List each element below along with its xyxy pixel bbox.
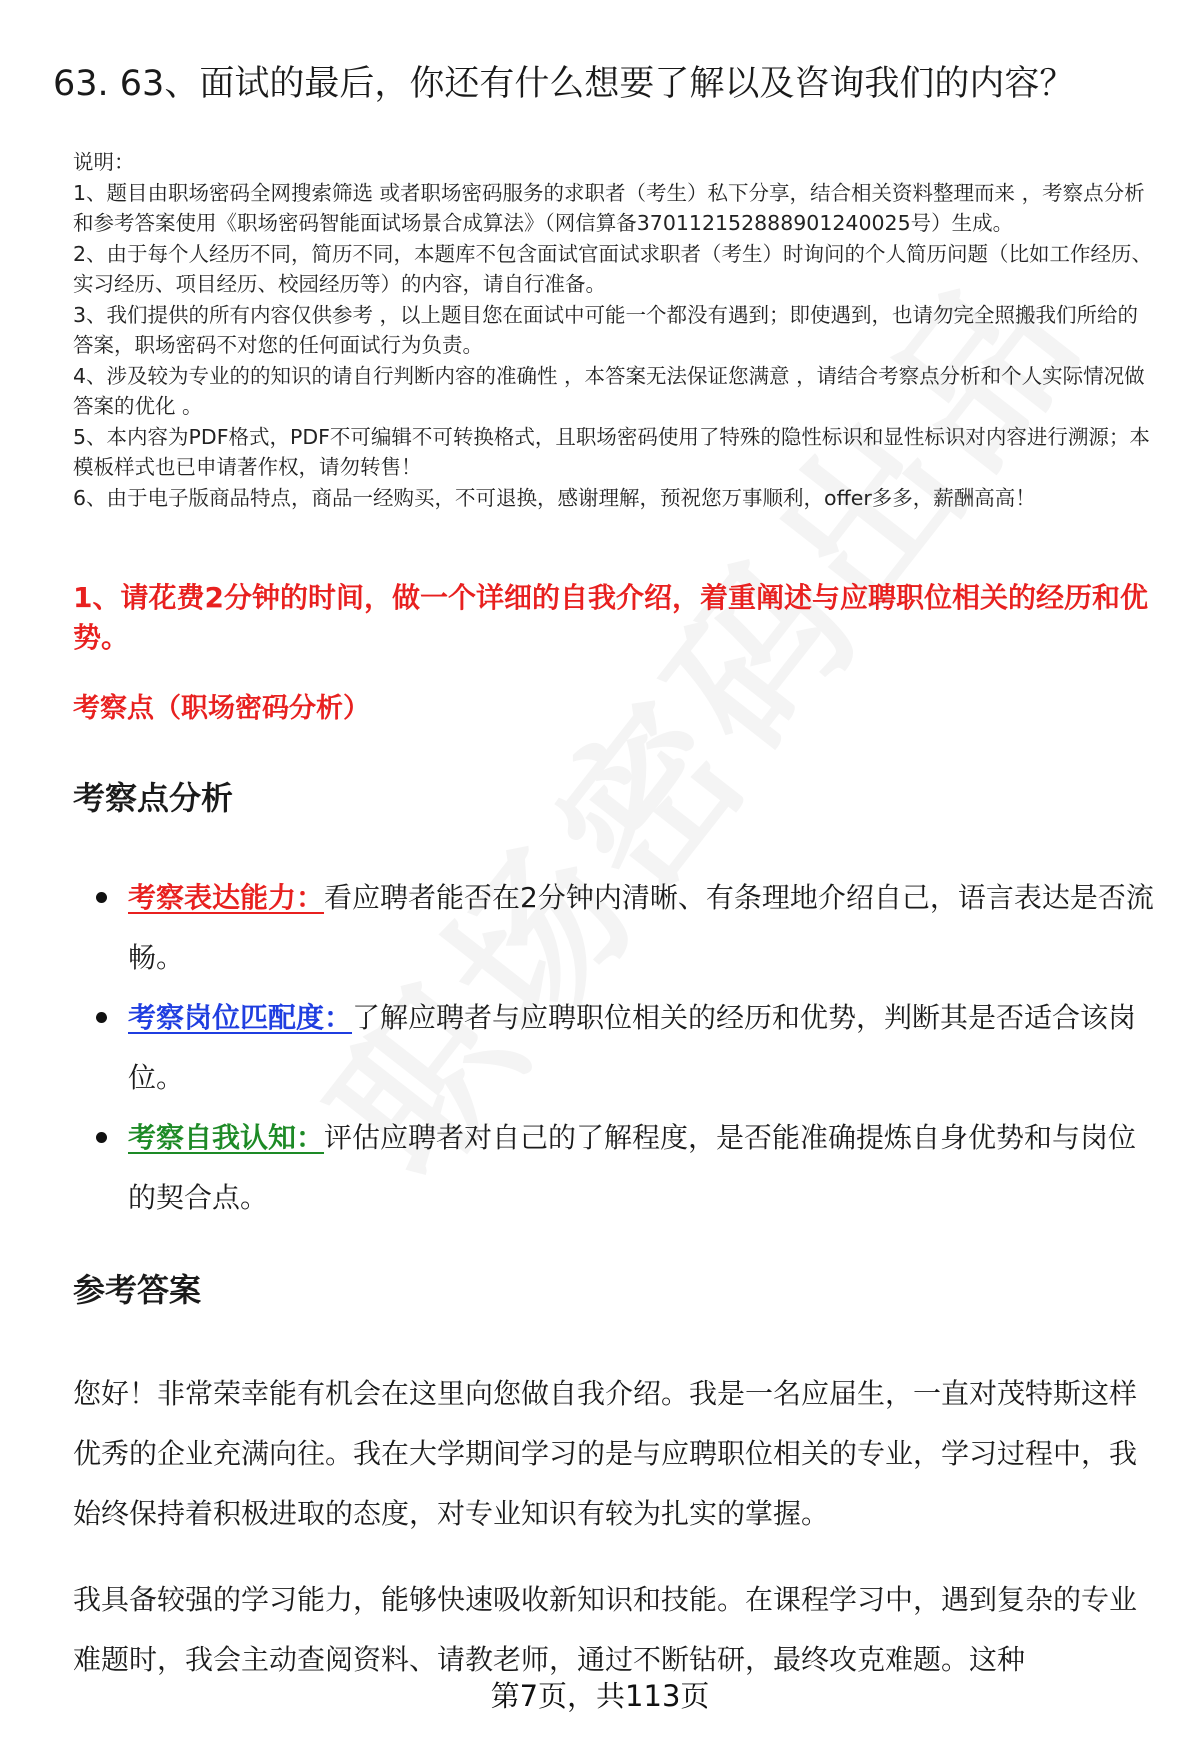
- analysis-item-tag: 考察表达能力：: [128, 881, 325, 914]
- bullet-dot-icon: [96, 1132, 107, 1143]
- notes-item: 1、题目由职场密码全网搜索筛选 或者职场密码服务的求职者（考生）私下分享，结合相关资料整理而来 ，考察点分析和参考答案使用《职场密码智能面试场景合成算法》（网信算备370112152888901240025号）生成。: [73, 180, 1145, 235]
- page-heading: 63. 63、面试的最后，你还有什么想要了解以及咨询我们的内容？: [53, 64, 1075, 104]
- focus-label: 考察点（职场密码分析）: [73, 693, 370, 724]
- notes-item: 5、本内容为PDF格式，PDF不可编辑不可转换格式，且职场密码使用了特殊的隐性标识和显性标识对内容进行溯源；本模板样式也已申请著作权，请勿转售！: [73, 424, 1150, 479]
- notes-label: 说明：: [73, 150, 135, 174]
- analysis-item: [90, 1108, 1160, 1228]
- analysis-item-text: 看应聘者能否在2分钟内清晰、有条理地介绍自己，语言表达是否流畅。: [128, 881, 1154, 974]
- notes-item: 4、涉及较为专业的的知识的请自行判断内容的准确性 ，本答案无法保证您满意 ，请结合考察点分析和个人实际情况做答案的优化 。: [73, 363, 1145, 418]
- notes-section: [73, 147, 1158, 513]
- notes-item: 6、由于电子版商品特点，商品一经购买，不可退换，感谢理解，预祝您万事顺利，offer多多，薪酬高高！: [73, 485, 1036, 510]
- page-footer: 第7页，共113页: [490, 1679, 710, 1713]
- analysis-heading: 考察点分析: [73, 779, 234, 817]
- question-title: 1、请花费2分钟的时间，做一个详细的自我介绍，着重阐述与应聘职位相关的经历和优势。: [73, 581, 1148, 654]
- analysis-item-text: 评估应聘者对自己的了解程度，是否能准确提炼自身优势和与岗位的契合点。: [128, 1121, 1137, 1214]
- notes-item: 2、由于每个人经历不同，简历不同，本题库不包含面试官面试求职者（考生）时询问的个人简历问题（比如工作经历、实习经历、项目经历、校园经历等）的内容，请自行准备。: [73, 241, 1153, 296]
- answer-heading: 参考答案: [73, 1271, 202, 1309]
- analysis-item: [90, 988, 1160, 1108]
- answer-paragraph: 我具备较强的学习能力，能够快速吸收新知识和技能。在课程学习中，遇到复杂的专业难题时，我会主动查阅资料、请教老师，通过不断钻研，最终攻克难题。这种: [73, 1583, 1138, 1676]
- notes-item: 3、我们提供的所有内容仅供参考 ，以上题目您在面试中可能一个都没有遇到；即使遇到，也请勿完全照搬我们所给的答案，职场密码不对您的任何面试行为负责。: [73, 302, 1139, 357]
- answer-paragraph: 您好！非常荣幸能有机会在这里向您做自我介绍。我是一名应届生，一直对茂特斯这样优秀的企业充满向往。我在大学期间学习的是与应聘职位相关的专业，学习过程中，我始终保持着积极进取的态度，对专业知识有较为扎实的掌握。: [73, 1377, 1138, 1530]
- analysis-item-text: 了解应聘者与应聘职位相关的经历和优势，判断其是否适合该岗位。: [128, 1001, 1137, 1094]
- bullet-dot-icon: [96, 892, 107, 903]
- analysis-list: [90, 868, 1160, 1228]
- bullet-dot-icon: [96, 1012, 107, 1023]
- analysis-item: [90, 868, 1160, 988]
- analysis-item-tag: 考察自我认知：: [128, 1121, 325, 1154]
- analysis-item-tag: 考察岗位匹配度：: [128, 1001, 353, 1034]
